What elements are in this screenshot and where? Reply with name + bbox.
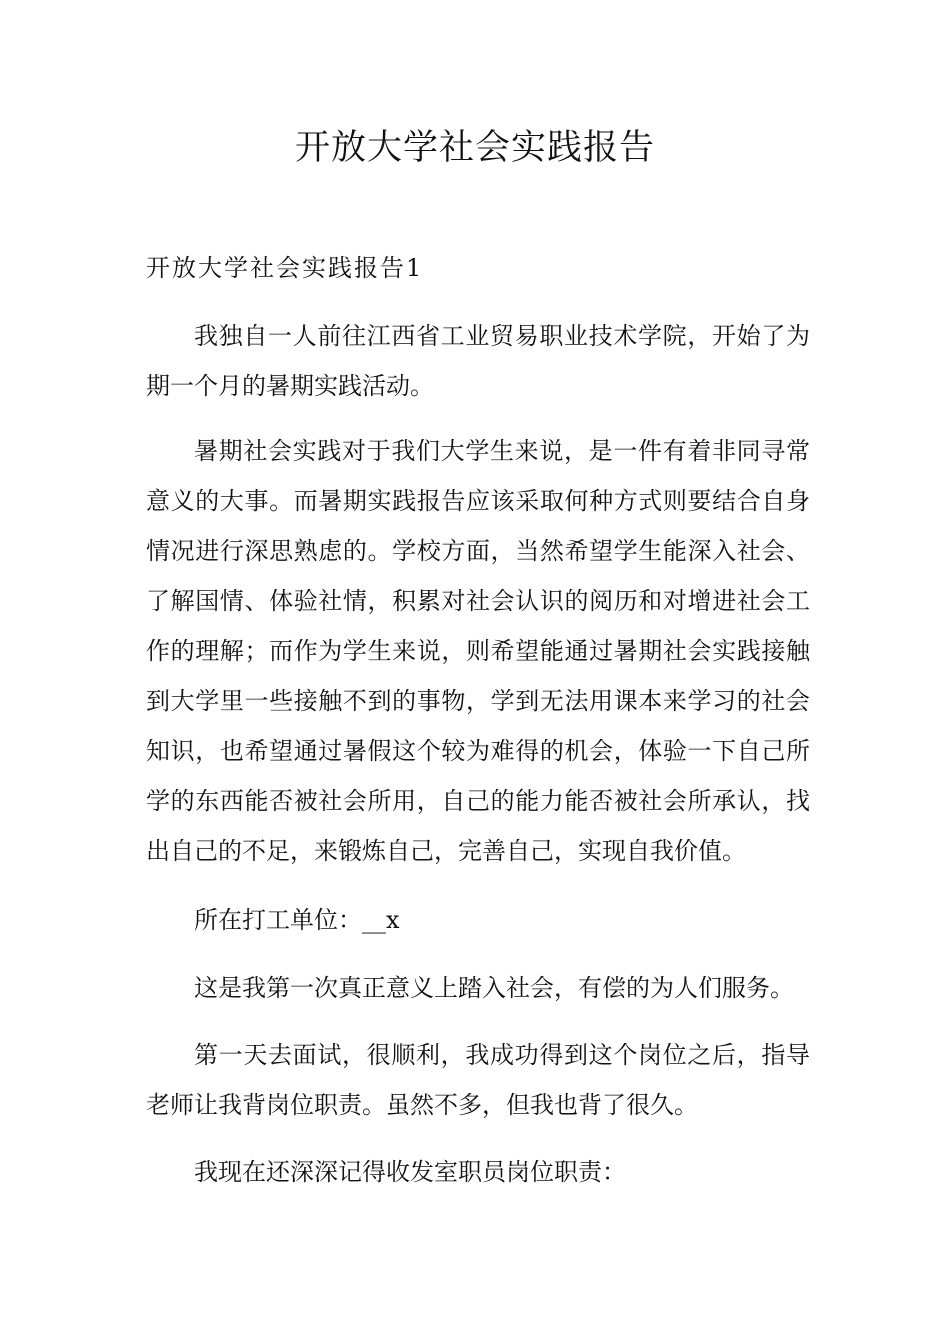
paragraph-1: 我独自一人前往江西省工业贸易职业技术学院，开始了为期一个月的暑期实践活动。 [146, 322, 810, 400]
paragraph-4: 这是我第一次真正意义上踏入社会，有偿的为人们服务。 [194, 974, 794, 1002]
paragraph-6: 我现在还深深记得收发室职员岗位职责： [194, 1158, 626, 1186]
paragraph-2: 暑期社会实践对于我们大学生来说，是一件有着非同寻常意义的大事。而暑期实践报告应该采取何种方式则要结合自身情况进行深思熟虑的。学校方面，当然希望学生能深入社会、了解国情、体验社情，积累对社会认识的阅历和对增进社会工作的理解；而作为学生来说，则希望能通过暑期社会实践接触到大学里一些接触不到的事物，学到无法用课本来学习的社会知识，也希望通过暑假这个较为难得的机会，体验一下自己所学的东西能否被社会所用，自己的能力能否被社会所承认，找出自己的不足，来锻炼自己，完善自己，实现自我价值。 [146, 437, 810, 865]
document-title: 开放大学社会实践报告 [294, 128, 655, 168]
paragraph-3: 所在打工单位：__x [194, 906, 400, 934]
section-heading: 开放大学社会实践报告1 [146, 254, 424, 282]
paragraph-5: 第一天去面试，很顺利，我成功得到这个岗位之后，指导老师让我背岗位职责。虽然不多，但我也背了很久。 [146, 1041, 810, 1119]
